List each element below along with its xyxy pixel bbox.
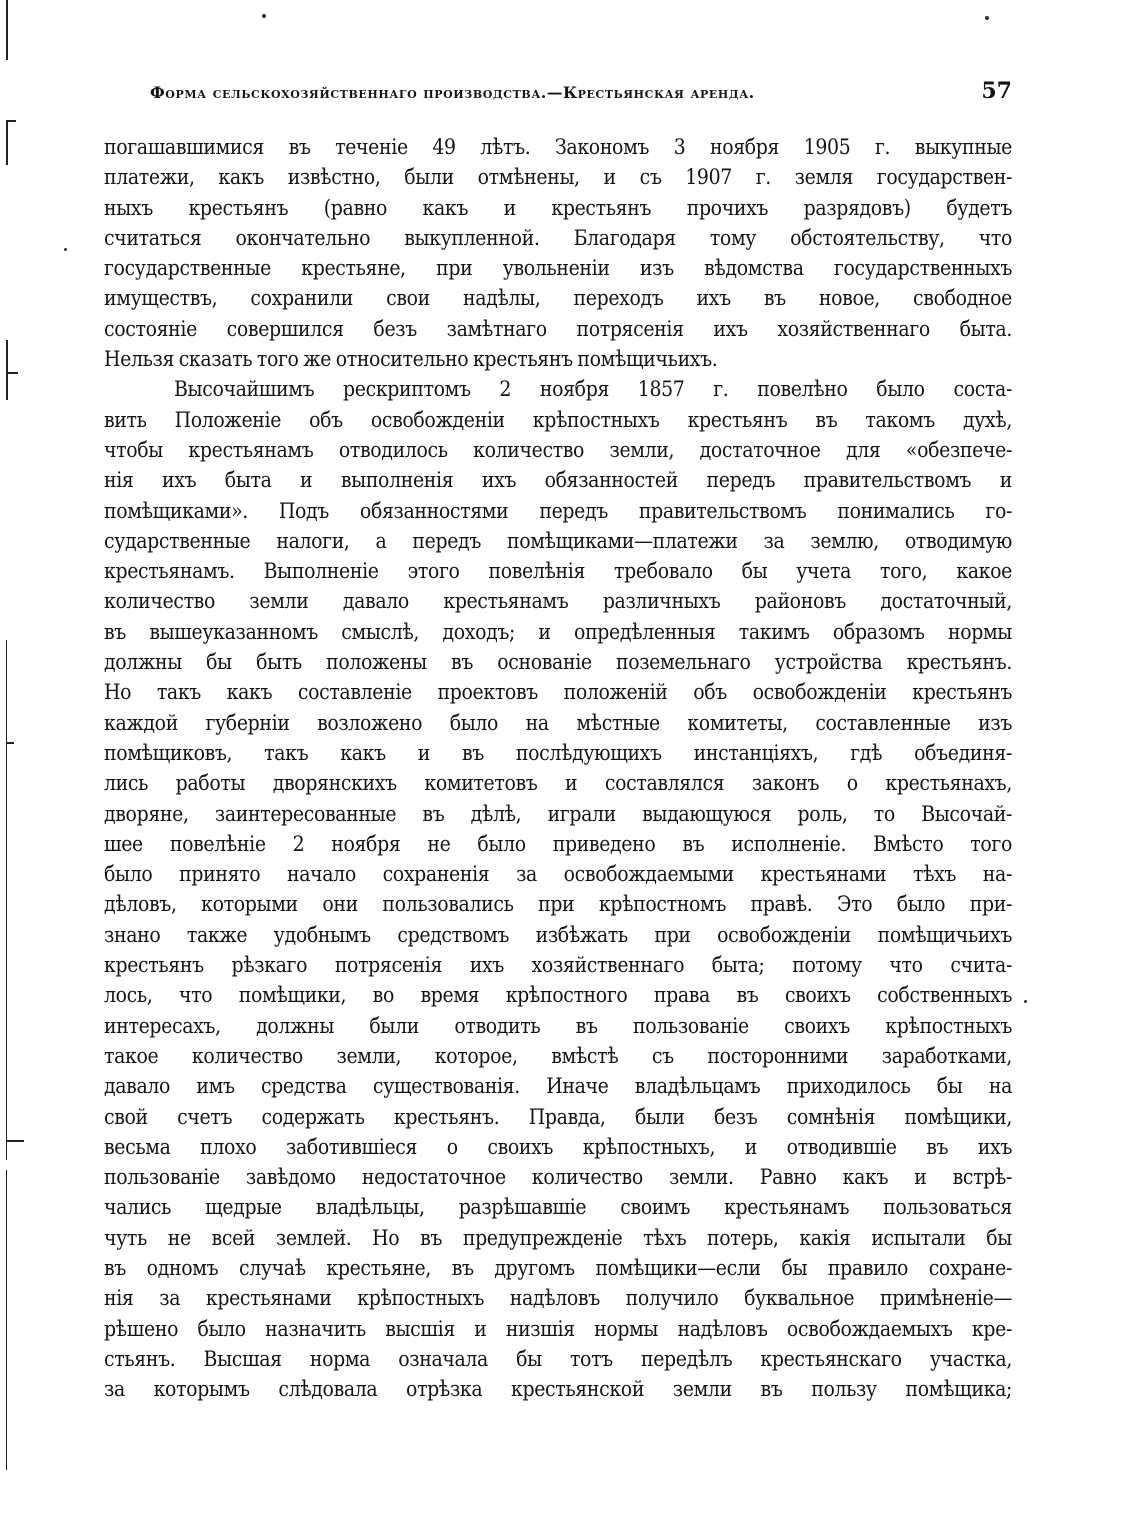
text-line: погашавшимися въ теченіе 49 лѣтъ. Закономъ 3 ноября 1905 г. выкупные [104,135,1012,159]
text-line: лись работы дворянскихъ комитетовъ и составлялся законъ о крестьянахъ, [104,771,1012,796]
text-line: дѣловъ, которыми они пользовались при крѣпостномъ правѣ. Это было при- [104,892,1012,917]
text-line: дворяне, заинтересованные въ дѣлѣ, играли выдающуюся роль, то Высочай- [104,801,1012,826]
text-line: чуть не всей землей. Но въ предупрежденіе тѣхъ потерь, какія испытали бы [104,1225,1012,1250]
text-line: въ одномъ случаѣ крестьяне, въ другомъ помѣщики—если бы правило сохране- [104,1255,1012,1280]
margin-rule [6,372,18,374]
scan-speck [262,14,266,18]
text-line: имуществъ, сохранили свои надѣлы, переходъ ихъ въ новое, свободное [104,286,1012,311]
margin-rule [6,1170,7,1470]
text-line: Нельзя сказать того же относительно крестьянъ помѣщичьихъ. [104,347,718,372]
text-line: было принято начало сохраненія за освобождаемыми крестьянами тѣхъ на- [104,862,1012,887]
running-header [150,78,1012,108]
text-line: въ вышеуказанномъ смыслѣ, доходъ; и опредѣленныя такимъ образомъ нормы [104,619,1012,644]
margin-rule [6,0,8,60]
text-line: каждой губерніи возложено было на мѣстные комитеты, составленные изъ [104,710,1012,735]
page-number: 57 [981,78,1012,104]
text-line: помѣщиковъ, такъ какъ и въ послѣдующихъ инстанціяхъ, гдѣ объединя- [104,740,1012,765]
margin-rule [6,120,8,165]
text-line: состояніе совершился безъ замѣтнаго потрясенія ихъ хозяйственнаго быта. [104,316,1012,341]
text-line: сударственные налоги, а передъ помѣщиками—платежи за землю, отводимую [104,528,1012,553]
text-line: крестьянамъ. Выполненіе этого повелѣнія требовало бы учета того, какое [104,559,1012,584]
text-line: пользованіе завѣдомо недостаточное количество земли. Равно какъ и встрѣ- [104,1165,1012,1190]
text-line: шее повелѣніе 2 ноября не было приведено въ исполненіе. Вмѣсто того [104,831,1012,856]
text-line: такое количество земли, которое, вмѣстѣ съ посторонними заработками, [104,1043,1012,1068]
scan-speck [985,16,989,20]
text-line: лось, что помѣщики, во время крѣпостного права въ своихъ собственныхъ [104,983,1012,1008]
text-line: интересахъ, должны были отводить въ пользованіе своихъ крѣпостныхъ [104,1013,1012,1038]
margin-rule [6,120,16,122]
text-line: чтобы крестьянамъ отводилось количество земли, достаточное для «обезпече- [104,437,1012,462]
text-line: платежи, какъ извѣстно, были отмѣнены, и съ 1907 г. земля государствен- [104,165,1012,190]
text-line: давало имъ средства существованія. Иначе владѣльцамъ приходилось бы на [104,1074,1012,1099]
body-text [104,132,1012,1404]
text-line: нія ихъ быта и выполненія ихъ обязанностей передъ правительствомъ и [104,468,1012,493]
text-line: помѣщиками». Подъ обязанностями передъ правительствомъ понимались го- [104,498,1012,523]
text-line: нія за крестьянами крѣпостныхъ надѣловъ получило буквальное примѣненіе— [104,1286,1012,1311]
text-line: ныхъ крестьянъ (равно какъ и крестьянъ прочихъ разрядовъ) будетъ [104,195,1012,220]
header-title: Форма сельскохозяйственнаго производства.—Крестьянская аренда. [150,83,755,102]
text-line: государственные крестьяне, при увольненіи изъ вѣдомства государственныхъ [104,256,1012,281]
text-line: рѣшено было назначить высшія и низшія нормы надѣловъ освобождаемыхъ кре- [104,1316,1012,1341]
text-line: крестьянъ рѣзкаго потрясенія ихъ хозяйственнаго быта; потому что счита- [104,953,1012,978]
text-line: должны бы быть положены въ основаніе поземельнаго устройства крестьянъ. [104,650,1012,675]
margin-rule [6,1140,24,1142]
scan-speck [1024,1000,1027,1003]
text-line: Но такъ какъ составленіе проектовъ положеній объ освобожденіи крестьянъ [104,680,1012,705]
text-line: Высочайшимъ рескриптомъ 2 ноября 1857 г. повелѣно было соста- [174,377,1012,402]
text-line: за которымъ слѣдовала отрѣзка крестьянской земли въ пользу помѣщика; [104,1377,1012,1402]
text-line: количество земли давало крестьянамъ различныхъ районовъ достаточный, [104,589,1012,614]
text-line: весьма плохо заботившіеся о своихъ крѣпостныхъ, и отводившіе въ ихъ [104,1134,1012,1159]
text-line: стьянъ. Высшая норма означала бы тотъ передѣлъ крестьянскаго участка, [104,1346,1012,1371]
margin-rule [6,640,7,1160]
scan-speck [64,248,67,251]
margin-rule [6,340,8,400]
text-line: знано также удобнымъ средствомъ избѣжать при освобожденіи помѣщичьихъ [104,922,1012,947]
text-line: считаться окончательно выкупленной. Благодаря тому обстоятельству, что [104,225,1012,250]
text-line: вить Положеніе объ освобожденіи крѣпостныхъ крестьянъ въ такомъ духѣ, [104,407,1012,432]
margin-rule [6,742,14,744]
text-line: свой счетъ содержать крестьянъ. Правда, были безъ сомнѣнія помѣщики, [104,1104,1012,1129]
text-line: чались щедрые владѣльцы, разрѣшавшіе своимъ крестьянамъ пользоваться [104,1195,1012,1220]
